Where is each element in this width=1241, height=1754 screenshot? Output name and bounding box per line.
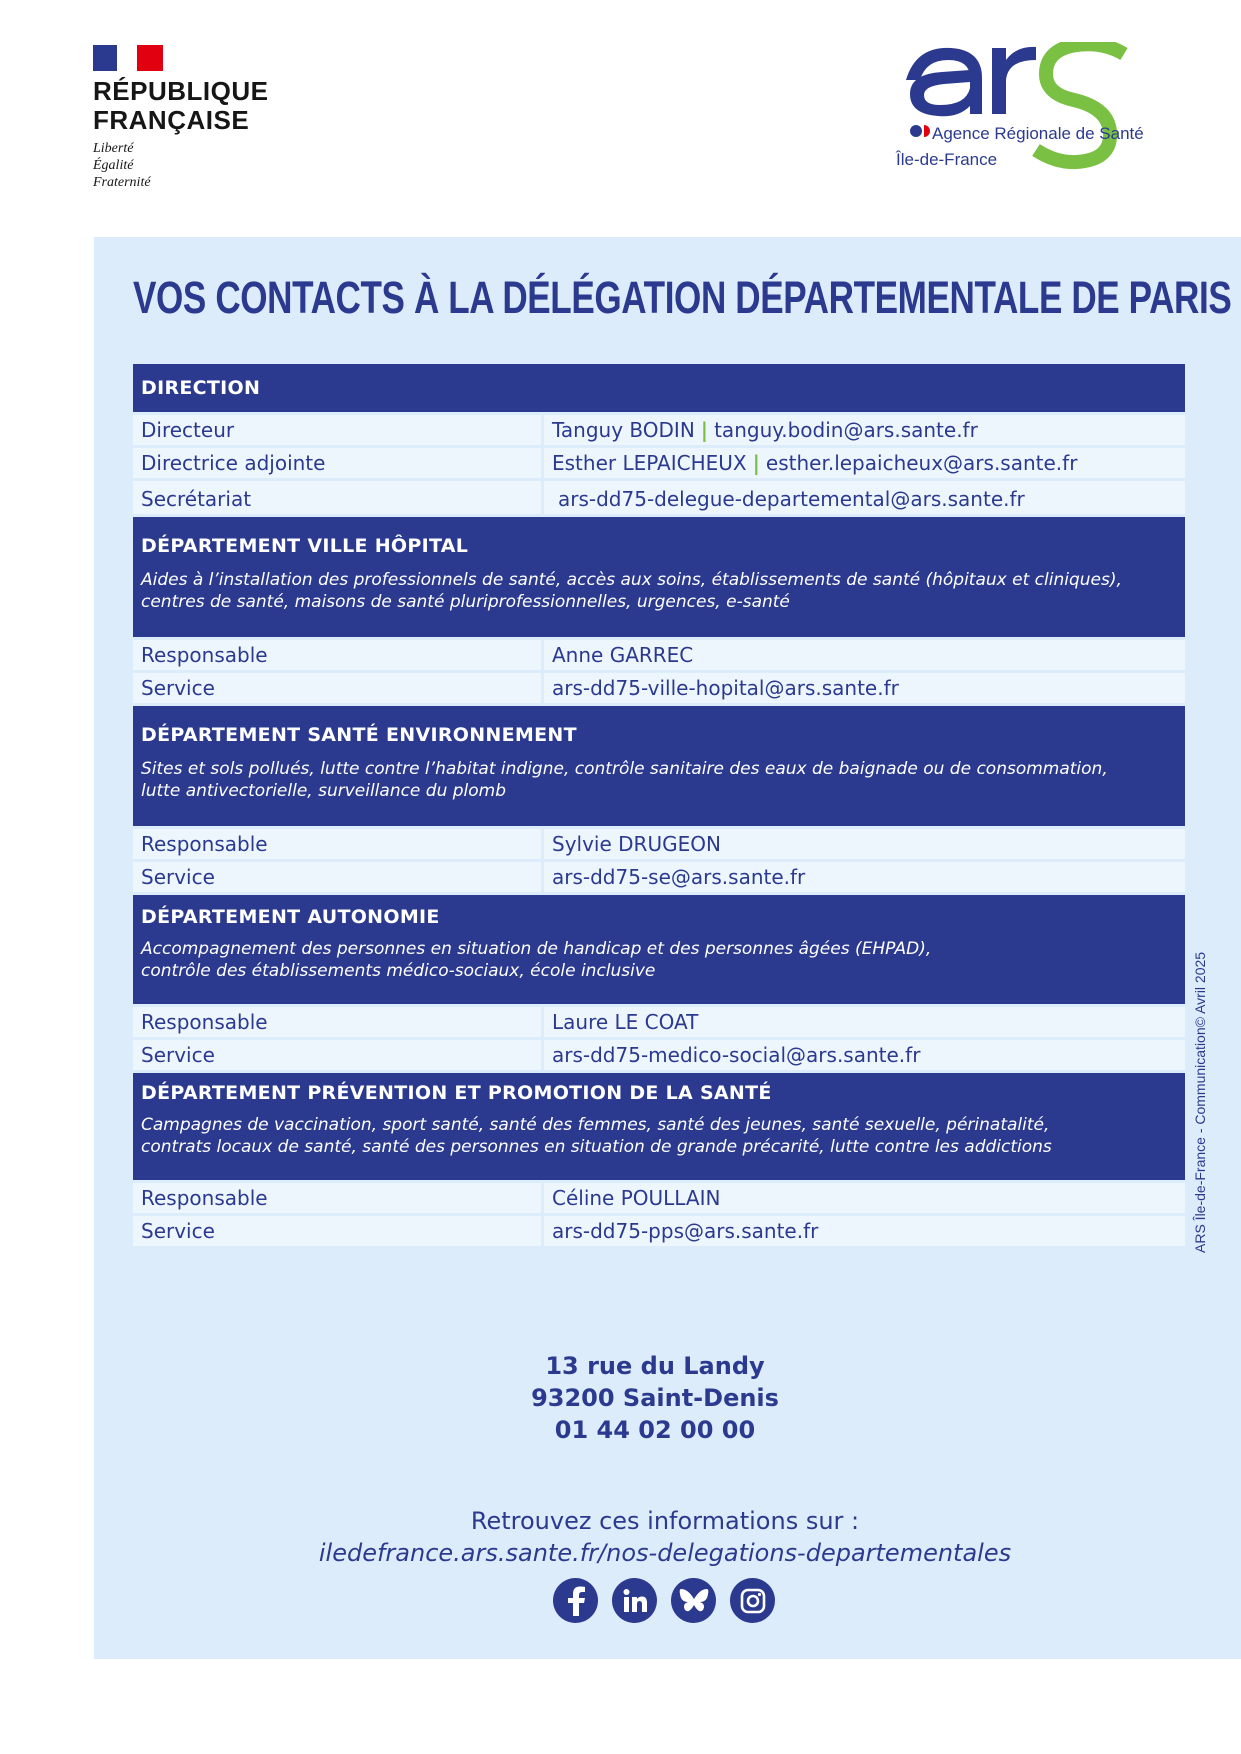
section-description: Accompagnement des personnes en situation de handicap et des personnes âgées (EHPAD), contrôle des établissements médico-sociaux, école inclusive [141, 939, 932, 981]
linkedin-icon[interactable] [612, 1578, 657, 1623]
section-description: Aides à l’installation des professionnels de santé, accès aux soins, établissements de santé (hôpitaux et cliniques), centres de santé, maisons de santé pluriprofessionnelles, urgences, e-santé [141, 570, 1122, 612]
row-label: Responsable [133, 640, 541, 670]
row-label: Service [133, 1216, 541, 1246]
rf-motto: Liberté Égalité Fraternité [93, 141, 151, 190]
table-row [133, 1007, 1185, 1037]
row-value: Céline POULLAIN [544, 1183, 1185, 1213]
contact-email-link[interactable]: ars-dd75-pps@ars.sante.fr [544, 1216, 1185, 1246]
phone-number: 01 44 02 00 00 [554, 1416, 756, 1444]
contact-email-link[interactable]: ars-dd75-se@ars.sante.fr [544, 862, 1185, 892]
row-label: Service [133, 862, 541, 892]
table-row [133, 829, 1185, 859]
row-label: Service [133, 673, 541, 703]
row-value: Anne GARREC [544, 640, 1185, 670]
find-label: Retrouvez ces informations sur : [470, 1507, 860, 1535]
find-info-block [0, 1505, 1241, 1569]
contact-email-link[interactable]: ars-dd75-ville-hopital@ars.sante.fr [544, 673, 1185, 703]
contact-name: Tanguy BODIN [552, 418, 695, 442]
address-line1: 13 rue du Landy [545, 1352, 765, 1380]
section-title: DIRECTION [141, 377, 261, 399]
table-row [133, 1183, 1185, 1213]
page-title: VOS CONTACTS À LA DÉLÉGATION DÉPARTEMENTALE DE PARIS [133, 272, 1232, 323]
section-header-autonomie [133, 895, 1185, 1004]
table-row [133, 1216, 1185, 1246]
republique-francaise-logo [93, 45, 293, 195]
separator: | [752, 451, 760, 475]
separator: | [700, 418, 709, 442]
marianne-flag-icon [93, 45, 163, 71]
section-header-prevention [133, 1073, 1185, 1180]
ars-tagline: Agence Régionale de Santé [932, 124, 1144, 143]
section-title: DÉPARTEMENT PRÉVENTION ET PROMOTION DE LA SANTÉ [141, 1082, 772, 1104]
row-label: Service [133, 1040, 541, 1070]
section-header-ville-hopital [133, 517, 1185, 637]
table-row [133, 640, 1185, 670]
row-label: Directeur [133, 415, 541, 445]
row-label: Responsable [133, 829, 541, 859]
row-label: Directrice adjointe [133, 448, 541, 478]
row-value: Laure LE COAT [544, 1007, 1185, 1037]
credit-text: ARS Île-de-France - Communication© Avril 2025 [1192, 951, 1208, 1253]
table-row [133, 1040, 1185, 1070]
contact-email-link[interactable]: esther.lepaicheux@ars.sante.fr [765, 451, 1078, 475]
row-value [544, 448, 1185, 478]
rf-name-line1: RÉPUBLIQUE [93, 76, 269, 106]
row-label: Responsable [133, 1007, 541, 1037]
website-link[interactable]: iledefrance.ars.sante.fr/nos-delegations-departementales [318, 1539, 1012, 1567]
section-description: Campagnes de vaccination, sport santé, santé des femmes, santé des jeunes, santé sexuelle, périnatalité, contrats locaux de santé, santé des personnes en situation de grande précarité, lutte contre les addictions [141, 1115, 1052, 1157]
section-title: DÉPARTEMENT SANTÉ ENVIRONNEMENT [141, 724, 577, 746]
table-row [133, 481, 1185, 514]
bluesky-icon[interactable] [671, 1578, 716, 1623]
table-row [133, 862, 1185, 892]
section-description: Sites et sols pollués, lutte contre l’habitat indigne, contrôle sanitaire des eaux de baignade ou de consommation, lutte antivectorielle, surveillance du plomb [141, 759, 1108, 801]
row-value: Sylvie DRUGEON [544, 829, 1185, 859]
section-title: DÉPARTEMENT AUTONOMIE [141, 906, 440, 928]
table-row [133, 415, 1185, 445]
ars-logo [896, 42, 1146, 192]
section-header-direction [133, 364, 1185, 412]
instagram-icon[interactable] [730, 1578, 775, 1623]
social-links [553, 1578, 775, 1623]
section-title: DÉPARTEMENT VILLE HÔPITAL [141, 535, 469, 557]
section-header-sante-environnement [133, 706, 1185, 826]
contact-name: Esther LEPAICHEUX [552, 451, 747, 475]
contact-email-link[interactable]: tanguy.bodin@ars.sante.fr [714, 418, 978, 442]
rf-name-line2: FRANÇAISE [93, 105, 250, 135]
row-label: Responsable [133, 1183, 541, 1213]
contact-email-link[interactable]: ars-dd75-delegue-departemental@ars.sante.fr [544, 481, 1185, 514]
facebook-icon[interactable] [553, 1578, 598, 1623]
row-value [544, 415, 1185, 445]
contact-email-link[interactable]: ars-dd75-medico-social@ars.sante.fr [544, 1040, 1185, 1070]
address-block [0, 1350, 1241, 1446]
contacts-table [133, 364, 1185, 1249]
ars-region: Île-de-France [896, 150, 998, 169]
row-label: Secrétariat [133, 481, 541, 514]
table-row [133, 448, 1185, 478]
address-line2: 93200 Saint-Denis [531, 1384, 779, 1412]
table-row [133, 673, 1185, 703]
